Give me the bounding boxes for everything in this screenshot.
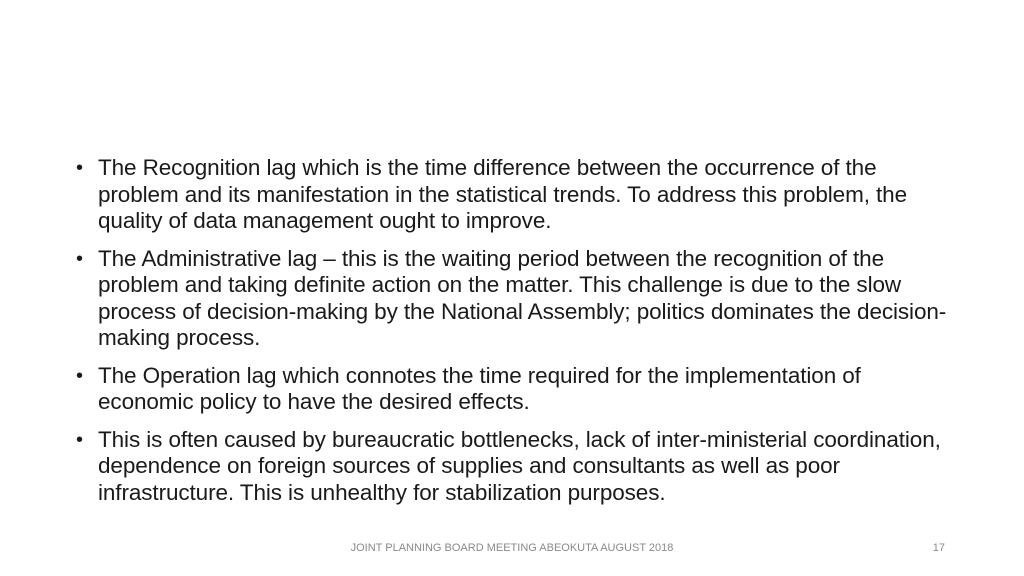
bullet-list [74, 155, 954, 517]
bullet-icon: • [76, 247, 83, 270]
bullet-item [74, 363, 954, 416]
bullet-item [74, 155, 954, 235]
bullet-item [74, 427, 954, 507]
bullet-text: The Administrative lag – this is the waiting period between the recognition of the problem and taking definite action on the matter. This challenge is due to the slow process of decision-making by the National Assembly; politics dominates the decision-making process. [98, 245, 947, 350]
bullet-text: The Operation lag which connotes the time required for the implementation of economic policy to have the desired effects. [98, 362, 861, 414]
bullet-icon: • [76, 364, 83, 387]
slide-footer: JOINT PLANNING BOARD MEETING ABEOKUTA AUGUST 2018 [350, 542, 674, 554]
page-number: 17 [932, 542, 945, 554]
bullet-icon: • [76, 428, 83, 451]
bullet-text: The Recognition lag which is the time difference between the occurrence of the problem and its manifestation in the statistical trends. To address this problem, the quality of data management ought to improve. [98, 155, 908, 233]
bullet-icon: • [76, 157, 83, 179]
bullet-item [74, 246, 954, 352]
bullet-text: This is often caused by bureaucratic bottlenecks, lack of inter-ministerial coordination, dependence on foreign sources of supplies and consultants as well as poor infrastructure. This is unhealthy for stabilization purposes. [98, 426, 941, 505]
